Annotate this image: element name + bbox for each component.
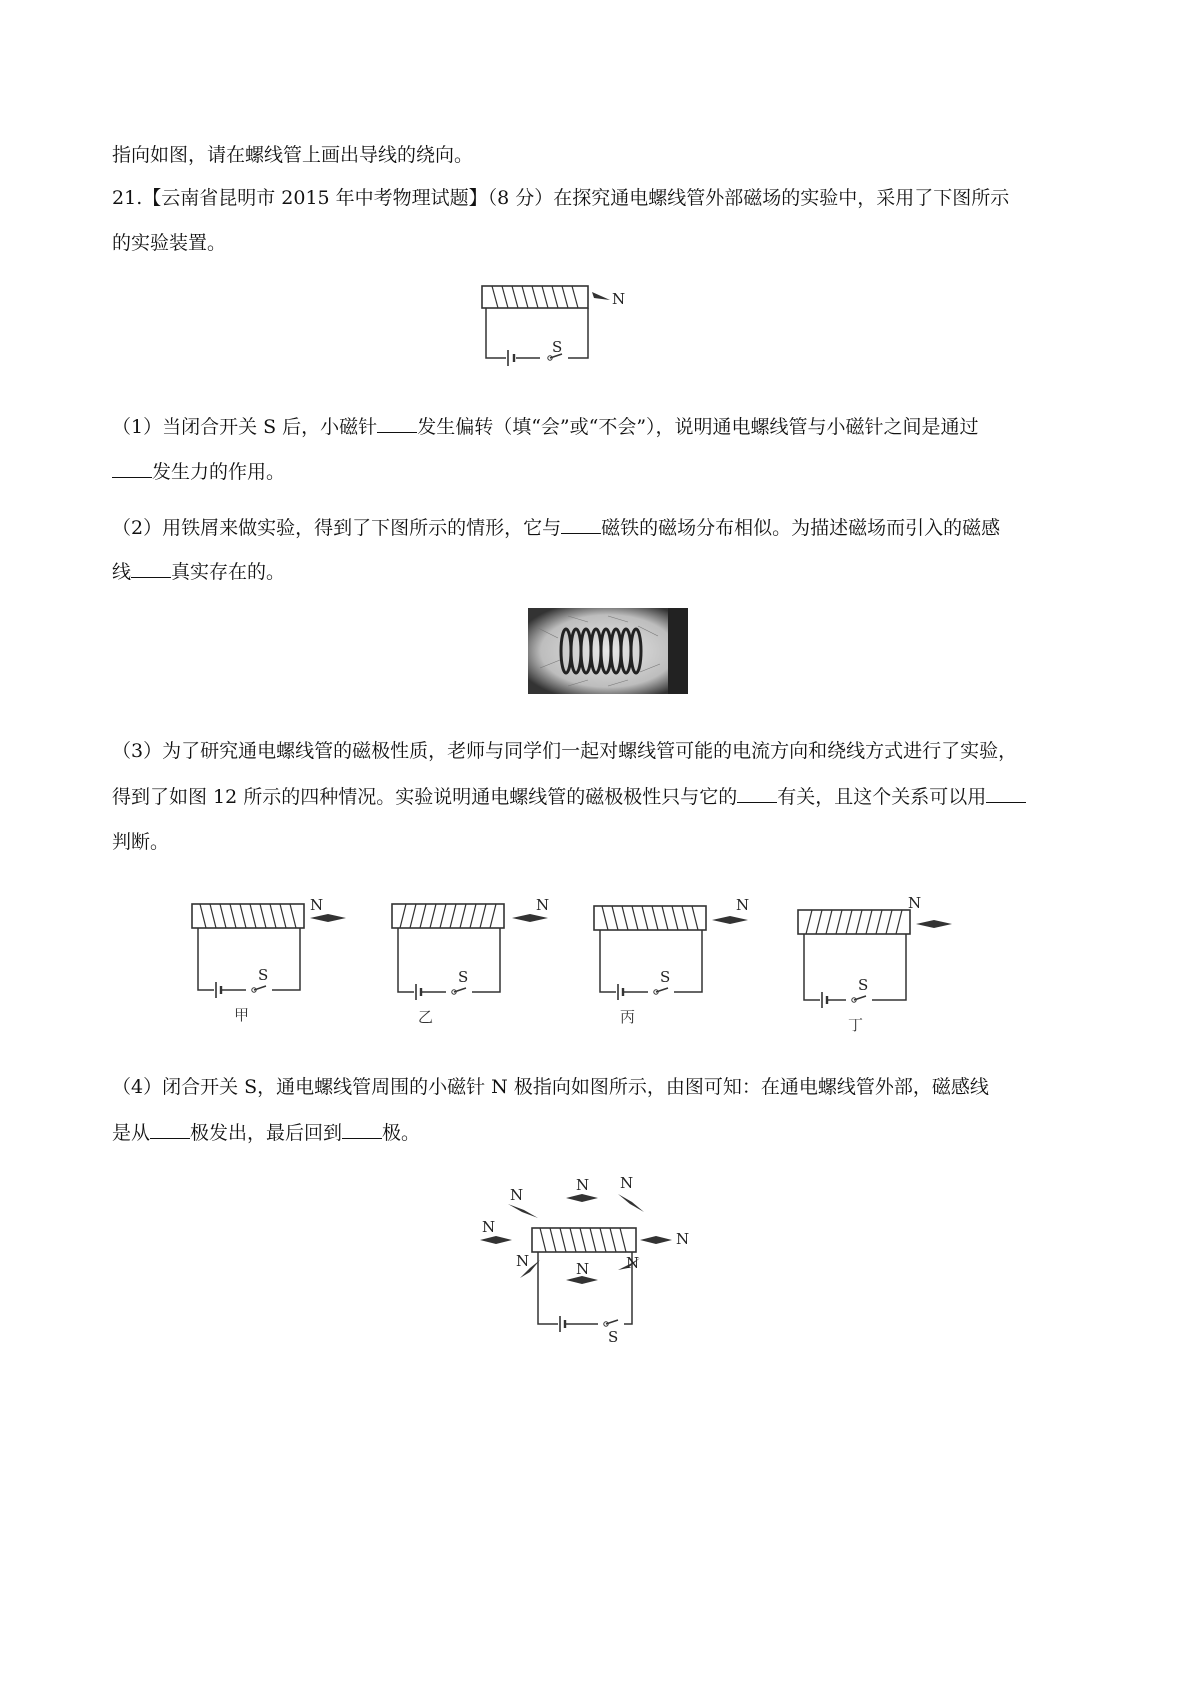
case-bing-s-label: S: [660, 968, 671, 986]
needle-topleft-n: N: [510, 1186, 524, 1204]
part4-text-d: 极。: [382, 1122, 421, 1144]
blank-8[interactable]: [342, 1118, 382, 1139]
case-jia: [192, 896, 346, 1024]
part1-line1: [112, 412, 979, 441]
part2-text-b: 磁铁的磁场分布相似。为描述磁场而引入的磁感: [601, 517, 1001, 539]
blank-5[interactable]: [737, 782, 777, 803]
blank-7[interactable]: [150, 1118, 190, 1139]
part2-text-d: 真实存在的。: [171, 561, 286, 583]
case-jia-n-label: N: [310, 896, 324, 914]
case-yi: [392, 896, 549, 1026]
setup-s-label: S: [552, 338, 563, 356]
part2-line1: [112, 513, 1000, 542]
blank-2[interactable]: [112, 457, 152, 478]
case-yi-s-label: S: [458, 968, 469, 986]
part3-line2: [112, 782, 1026, 811]
question-dot: .: [136, 187, 143, 209]
part3-text-b: 得到了如图 12 所示的四种情况。实验说明通电螺线管的磁极极性只与它的: [112, 786, 738, 808]
intro-line: 指向如图，请在螺线管上画出导线的绕向。: [112, 144, 474, 166]
needle-left-n: N: [482, 1218, 496, 1236]
needle-bottomright-n: N: [626, 1254, 640, 1272]
case-ding: [798, 894, 952, 1034]
part3-line1: （3）为了研究通电螺线管的磁极性质，老师与同学们一起对螺线管可能的电流方向和绕线方式进行了实验，: [112, 740, 1018, 762]
case-bing-label: 丙: [620, 1008, 636, 1026]
question-stem-1: 在探究通电螺线管外部磁场的实验中，采用了下图所示: [553, 187, 1010, 209]
part1-line2: [112, 457, 285, 486]
blank-1[interactable]: [377, 412, 417, 433]
part1-text-a: （1）当闭合开关 S 后，小磁针: [112, 416, 378, 438]
needle-bottom-n: N: [576, 1260, 590, 1278]
setup-figure: [470, 282, 630, 374]
setup-n-label: N: [612, 290, 626, 308]
needle-topright-n: N: [620, 1174, 634, 1192]
part4-text-c: 极发出，最后回到: [190, 1122, 343, 1144]
question-21-line1: [112, 184, 1009, 212]
part3-line3: 判断。: [112, 831, 170, 853]
part2-text-c: 线: [112, 561, 132, 583]
part4-text-b: 是从: [112, 1122, 151, 1144]
part1-text-c: 发生力的作用。: [152, 461, 286, 483]
needle-right-n: N: [676, 1230, 690, 1248]
case-jia-s-label: S: [258, 966, 269, 984]
part4-line2: [112, 1118, 420, 1147]
blank-6[interactable]: [986, 782, 1026, 803]
needle-bottomleft-n: N: [516, 1252, 530, 1270]
question-source: 【云南省昆明市 2015 年中考物理试题】（8 分）: [142, 187, 554, 209]
blank-3[interactable]: [561, 513, 601, 534]
part4-line1: （4）闭合开关 S，通电螺线管周围的小磁针 N 极指向如图所示，由图可知：在通电螺线管外部，磁感线: [112, 1076, 989, 1098]
question-number: 21: [112, 187, 137, 209]
case-yi-label: 乙: [418, 1008, 434, 1026]
case-bing-n-label: N: [736, 896, 750, 914]
compass-s-label: S: [608, 1328, 619, 1346]
iron-filings-photo: [528, 608, 688, 694]
blank-4[interactable]: [131, 557, 171, 578]
four-cases-figure: [170, 888, 1030, 1038]
case-ding-n-label: N: [908, 894, 922, 912]
compass-figure: [480, 1172, 720, 1352]
part3-text-c: 有关，且这个关系可以用: [777, 786, 987, 808]
case-jia-label: 甲: [234, 1006, 250, 1024]
part2-line2: [112, 557, 285, 586]
case-yi-n-label: N: [536, 896, 550, 914]
part1-text-b: 发生偏转（填“会”或“不会”），说明通电螺线管与小磁针之间是通过: [417, 416, 979, 438]
case-ding-s-label: S: [858, 976, 869, 994]
case-ding-label: 丁: [848, 1016, 864, 1034]
needle-top-n: N: [576, 1176, 590, 1194]
part2-text-a: （2）用铁屑来做实验，得到了下图所示的情形，它与: [112, 517, 562, 539]
question-21-line2: 的实验装置。: [112, 232, 227, 254]
case-bing: [594, 896, 749, 1026]
